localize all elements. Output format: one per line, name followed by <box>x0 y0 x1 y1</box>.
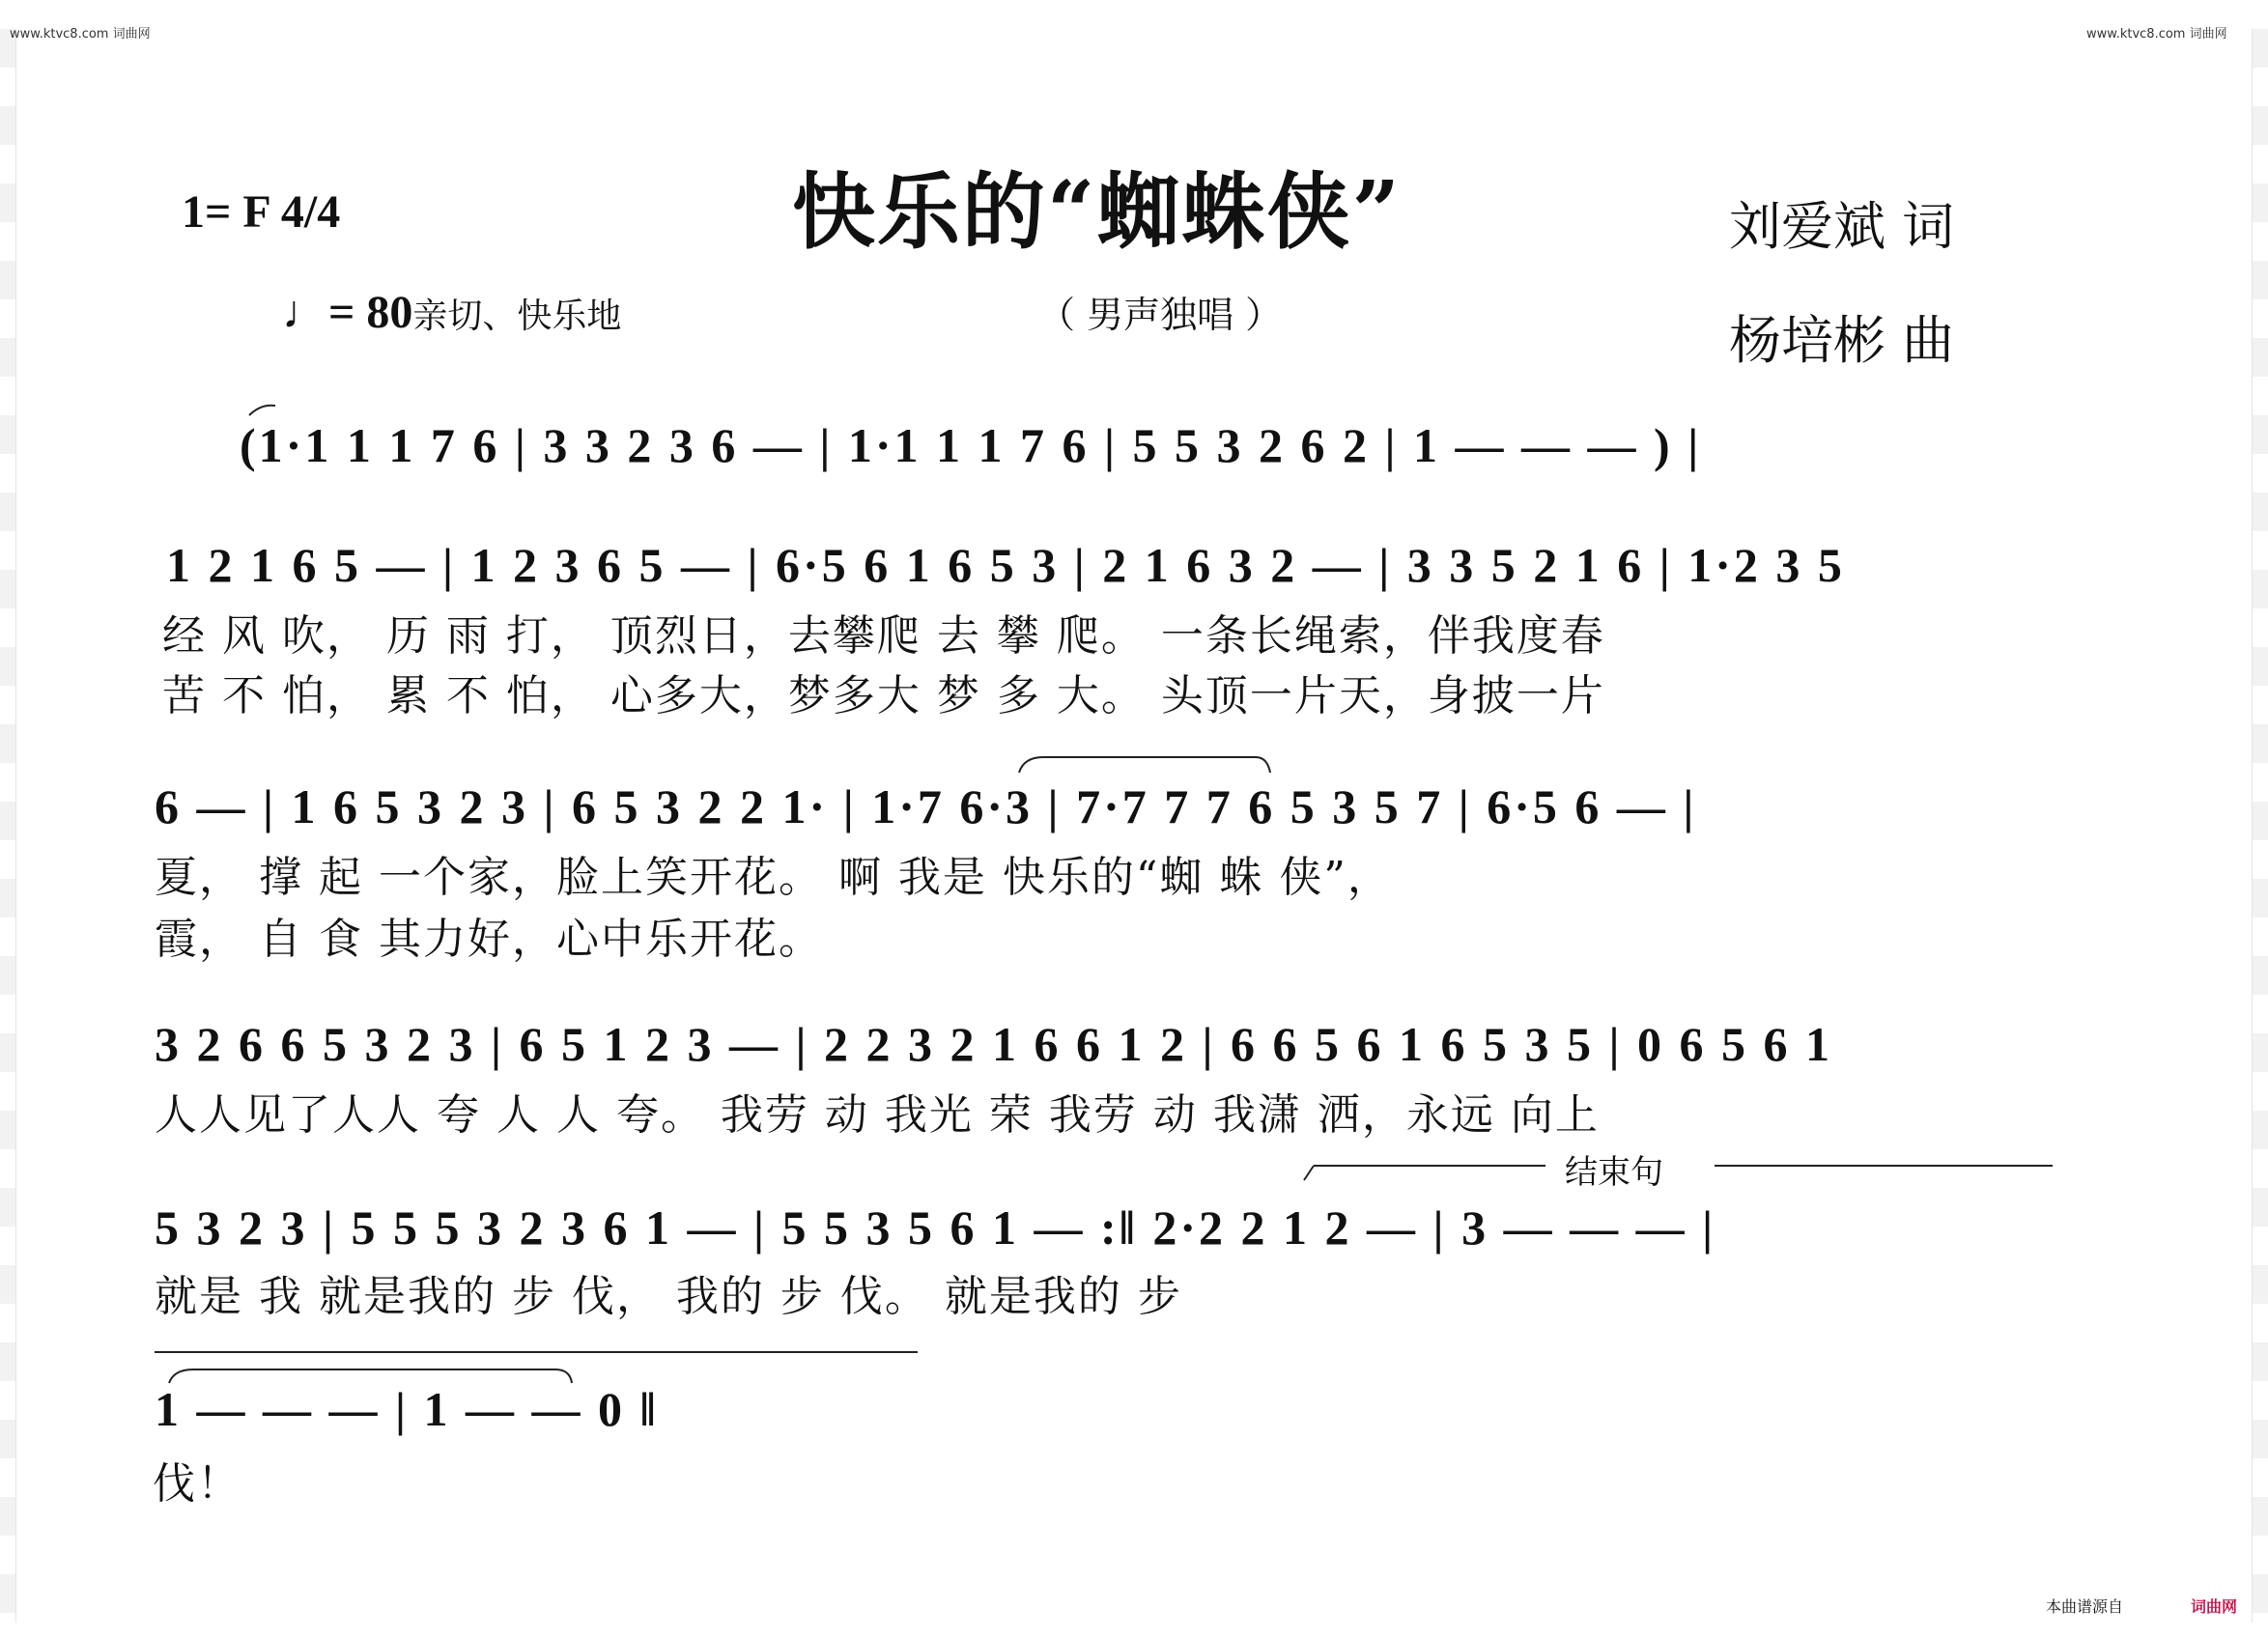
song-title: 快乐的“蜘蛛侠” <box>792 163 1402 261</box>
ending-bracket-hook <box>1304 1166 1314 1180</box>
lyric-line-3-verse-2: 霞， 自 食 其力好，心中乐开花。 <box>155 915 823 964</box>
key-signature: 1= F 4/4 <box>182 186 341 238</box>
lyric-line-6: 伐！ <box>153 1459 241 1509</box>
lyric-line-5: 就是 我 就是我的 步 伐， 我的 步 伐。 就是我的 步 <box>155 1272 1182 1321</box>
score-line-2: 1 2 1 6 5 — | 1 2 3 6 5 — | 6·5 6 1 6 5 3 | 2 1 6 3 2 — | 3 3 5 2 1 6 | 1·2 3 5 <box>166 538 1845 592</box>
lyricist-credit: 刘爱斌 词 <box>1729 196 1955 257</box>
watermark-right: www.ktvc8.com 词曲网 <box>2086 27 2227 42</box>
line-1-slur <box>249 406 275 415</box>
composer-credit: 杨培彬 曲 <box>1729 310 1955 371</box>
ending-cue-label: 结束句 <box>1565 1153 1663 1192</box>
score-line-6: 1 — — — | 1 — — 0 ‖ <box>155 1382 659 1436</box>
footer-source-label: 本曲谱源自 <box>2046 1597 2124 1616</box>
score-line-3: 6 — | 1 6 5 3 2 3 | 6 5 3 2 2 1· | 1·7 6·3 | 7·7 7 7 6 5 3 5 7 | 6·5 6 — | <box>155 779 1697 833</box>
score-line-5: 5 3 2 3 | 5 5 5 3 2 3 6 1 — | 5 5 3 5 6 1 — :‖ 2·2 2 1 2 — | 3 — — — | <box>155 1200 1716 1255</box>
lyric-line-2-verse-2: 苦 不 怕， 累 不 怕， 心多大，梦多大 梦 多 大。 头顶一片天，身披一片 <box>162 671 1605 720</box>
line-6-tie <box>169 1369 572 1383</box>
lyric-line-3-verse-1: 夏， 撑 起 一个家，脸上笑开花。 啊 我是 快乐的“蜘 蛛 侠”， <box>155 853 1392 902</box>
footer-site-logo[interactable]: 词曲网 <box>2191 1597 2238 1616</box>
lyric-line-2-verse-1: 经 风 吹， 历 雨 打， 顶烈日，去攀爬 去 攀 爬。 一条长绳索，伴我度春 <box>162 611 1605 661</box>
tempo-expression: 亲切、快乐地 <box>412 296 622 336</box>
score-line-4: 3 2 6 6 5 3 2 3 | 6 5 1 2 3 — | 2 2 3 2 1 6 6 1 2 | 6 6 5 6 1 6 5 3 5 | 0 6 5 6 1 <box>155 1017 1833 1071</box>
subtitle: （ 男声独唱 ） <box>1038 294 1283 336</box>
lyric-line-4: 人人见了人人 夸 人 人 夸。 我劳 动 我光 荣 我劳 动 我潇 洒，永远 向上 <box>155 1090 1600 1140</box>
watermark-left: www.ktvc8.com 词曲网 <box>10 27 151 42</box>
line-3-tie <box>1019 757 1270 773</box>
score-line-1: (1·1 1 1 7 6 | 3 3 2 3 6 — | 1·1 1 1 7 6 | 5 5 3 2 6 2 | 1 — — — ) | <box>240 418 1702 472</box>
tempo-value: ♩= 80 <box>282 287 413 338</box>
